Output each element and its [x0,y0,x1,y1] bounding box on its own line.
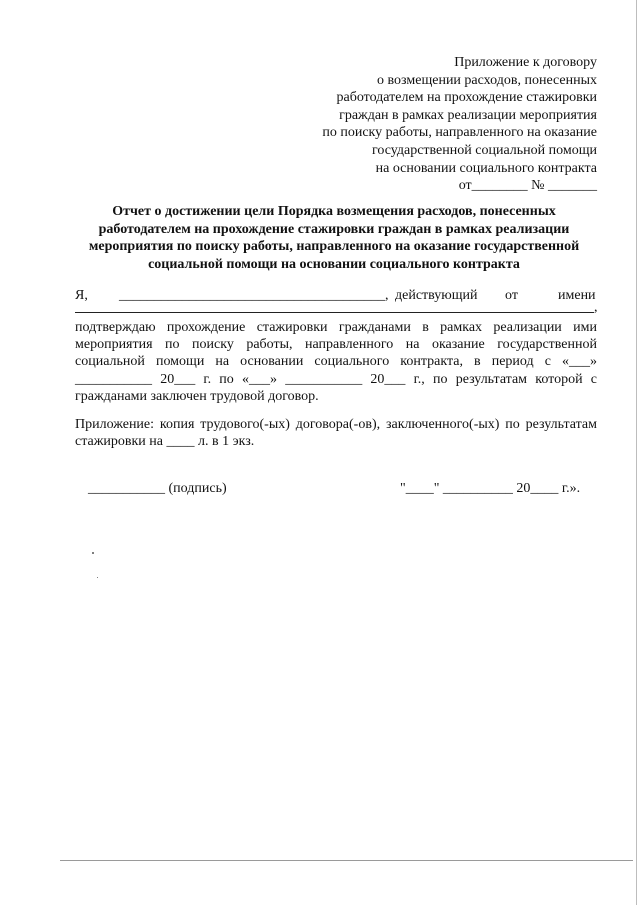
appendix-line: по поиску работы, направленного на оказание [322,125,597,141]
signature-field: ___________ (подпись) [88,481,227,496]
ya-label: Я, [75,288,88,303]
acting-label: действующий [395,288,478,303]
name-blank: ______________________________________, [119,288,389,303]
title-line: социальной помощи на основании социального контракта [148,256,520,272]
appendix-line: граждан в рамках реализации мероприятия [339,107,597,123]
organization-blank-line [75,312,594,313]
appendix-line: о возмещении расходов, понесенных [377,72,597,88]
scan-speck [92,552,94,554]
scan-edge [636,0,637,905]
title-line: Отчет о достижении цели Порядка возмещения расходов, понесенных [112,204,556,219]
ot-label: от [505,288,518,303]
scan-speck [97,577,98,578]
appendix-line: Приложение к договору [454,55,597,70]
scan-bottom-edge [60,860,633,861]
attachment-paragraph: Приложение: копия трудового(-ых) договора(-ов), заключенного(-ых) по результатам стажировки на ____ л. в 1 экз. [75,417,597,450]
title-line: работодателем на прохождение стажировки граждан в рамках реализации [98,221,570,237]
signature-date-field: "____" __________ 20____ г.». [400,481,581,496]
appendix-line: государственной социальной помощи [371,142,597,158]
title-line: мероприятия по поиску работы, направленного на оказание государственной [88,239,580,254]
confirmation-paragraph: подтверждаю прохождение стажировки гражданами в рамках реализации ими мероприятия по поиску работы, направленного на оказание государственной социальной помощи на основании социального контракта, в период с «___» ___________ 20___ г. по «___» ___________ 20___ г., по результатам которой с гражданами заключен трудовой договор. [75,320,597,404]
imeni-label: имени [558,288,596,303]
appendix-line: работодателем на прохождение стажировки [336,90,597,106]
appendix-date-number: от________ № _______ [458,178,597,194]
report-title [70,203,598,273]
organization-blank-comma: , [594,300,598,315]
appendix-line: на основании социального контракта [375,160,597,176]
appendix-header [322,54,597,195]
